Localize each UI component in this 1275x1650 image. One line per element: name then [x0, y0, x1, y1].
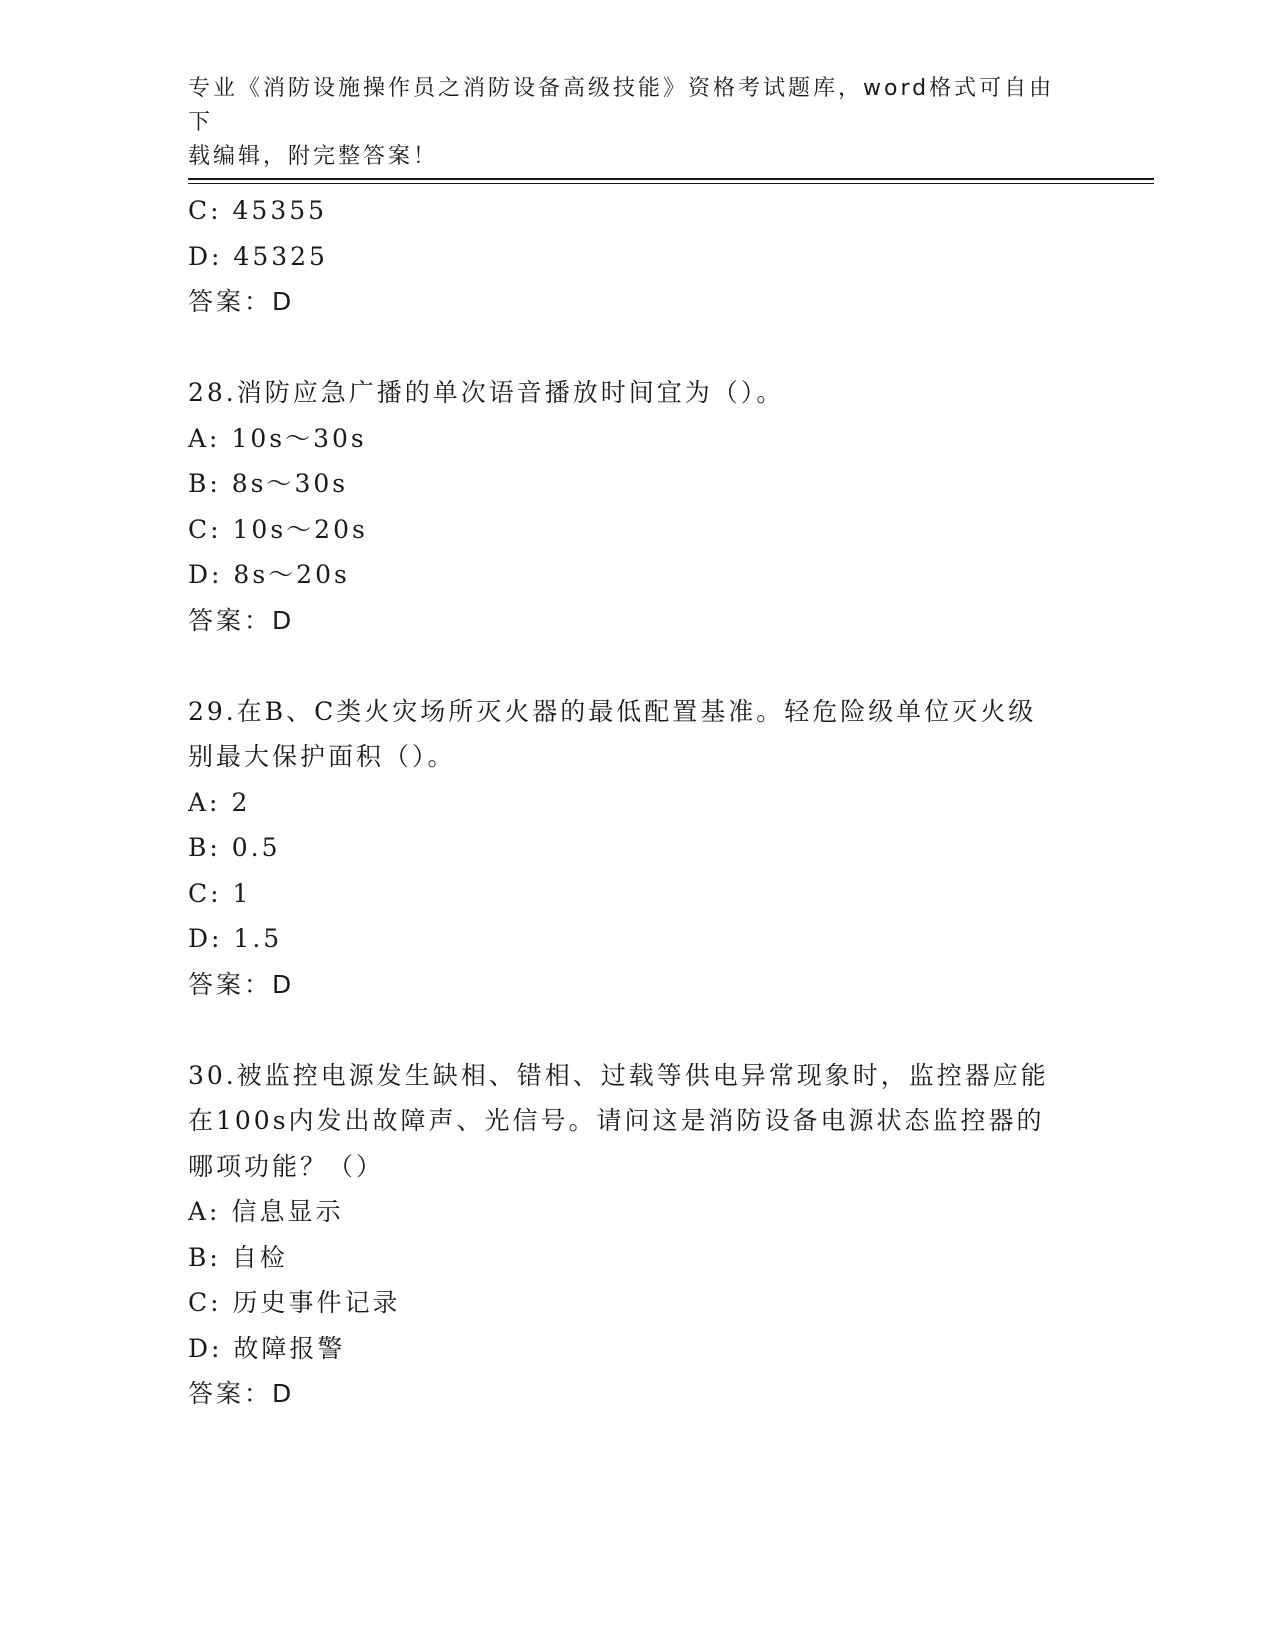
document-header: [188, 72, 1068, 174]
spacer: [188, 643, 1088, 689]
header-line-2: 载编辑，附完整答案！: [188, 144, 439, 169]
question-text-line-1: 29.在B、C类火灾场所灭火器的最低配置基准。轻危险级单位灭火级: [188, 696, 1037, 726]
answer-line: 答案：D: [188, 1379, 295, 1408]
option-d: D: 1.5: [188, 924, 283, 953]
option-d: D: 45325: [188, 241, 328, 271]
option-b: B: 8s～30s: [188, 469, 349, 498]
option-c: C: 1: [188, 878, 252, 908]
option-a: A: 2: [188, 787, 251, 817]
question-28: [188, 370, 1088, 643]
option-c: C: 历史事件记录: [188, 1288, 401, 1317]
option-a: A: 10s～30s: [188, 423, 367, 453]
spacer: [188, 325, 1088, 371]
question-text-line-1: 30.被监控电源发生缺相、错相、过载等供电异常现象时，监控器应能: [188, 1060, 1049, 1090]
spacer: [188, 1007, 1088, 1053]
header-rule-thick: [188, 178, 1154, 180]
question-content: [188, 188, 1088, 1417]
question-text-line-2: 别最大保护面积（）。: [188, 742, 456, 771]
option-c: C: 10s～20s: [188, 514, 368, 544]
question-text: 28.消防应急广播的单次语音播放时间宜为（）。: [188, 378, 785, 407]
option-d: D: 8s～20s: [188, 560, 350, 589]
question-text-line-2: 在100s内发出故障声、光信号。请问这是消防设备电源状态监控器的: [188, 1106, 1045, 1135]
option-d: D: 故障报警: [188, 1333, 346, 1363]
answer-line: 答案：D: [188, 605, 295, 635]
option-c: C: 45355: [188, 196, 328, 225]
question-29: [188, 689, 1088, 1008]
question-27: [188, 188, 1088, 325]
answer-line: 答案：D: [188, 287, 295, 316]
header-line-1: 专业《消防设施操作员之消防设备高级技能》资格考试题库，word格式可自由下: [188, 76, 1055, 135]
option-b: B: 自检: [188, 1242, 288, 1272]
option-b: B: 0.5: [188, 833, 281, 862]
question-30: [188, 1053, 1088, 1417]
header-rule-thin: [188, 183, 1154, 184]
option-a: A: 信息显示: [188, 1197, 344, 1226]
question-text-line-3: 哪项功能？（）: [188, 1151, 385, 1181]
answer-line: 答案：D: [188, 969, 295, 999]
